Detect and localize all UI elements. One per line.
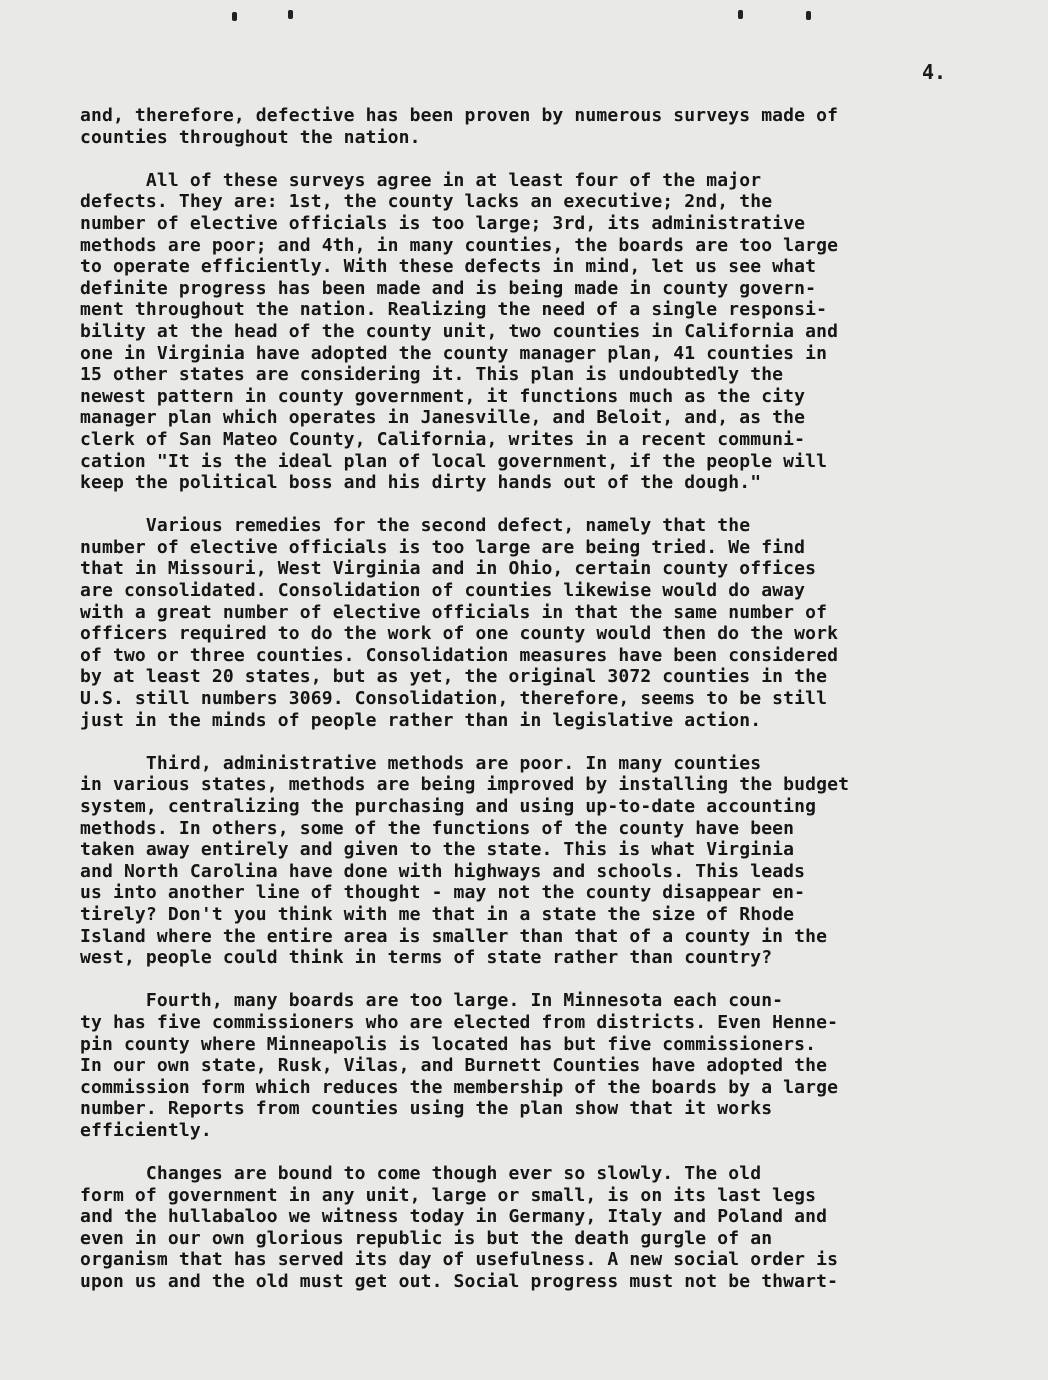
text-line: commission form which reduces the membership of the boards by a large	[80, 1076, 839, 1098]
text-line: ty has five commissioners who are elected from districts. Even Henne-	[80, 1011, 839, 1033]
body-text	[80, 105, 980, 1314]
text-line: even in our own glorious republic is but the death gurgle of an	[80, 1227, 773, 1249]
text-line: defects. They are: 1st, the county lacks an executive; 2nd, the	[80, 191, 773, 213]
text-line: one in Virginia have adopted the county manager plan, 41 counties in	[80, 342, 828, 364]
text-line: keep the political boss and his dirty hands out of the dough."	[80, 472, 762, 494]
text-line: Third, administrative methods are poor. In many counties	[80, 752, 762, 774]
text-line: cation "It is the ideal plan of local government, if the people will	[80, 450, 828, 472]
text-line: number. Reports from counties using the plan show that it works	[80, 1098, 773, 1120]
text-line: just in the minds of people rather than in legislative action.	[80, 709, 762, 731]
paragraph	[80, 105, 980, 148]
punch-mark	[806, 11, 811, 20]
paragraph	[80, 515, 980, 731]
paragraph	[80, 170, 980, 494]
text-line: Various remedies for the second defect, namely that the	[80, 515, 751, 537]
text-line: Fourth, many boards are too large. In Minnesota each coun-	[80, 990, 784, 1012]
text-line: All of these surveys agree in at least four of the major	[80, 169, 762, 191]
punch-marks	[0, 8, 1048, 28]
text-line: Changes are bound to come though ever so slowly. The old	[80, 1163, 762, 1185]
text-line: upon us and the old must get out. Social progress must not be thwart-	[80, 1271, 839, 1293]
text-line: definite progress has been made and is being made in county govern-	[80, 277, 817, 299]
text-line: pin county where Minneapolis is located has but five commissioners.	[80, 1033, 817, 1055]
text-line: with a great number of elective officials in that the same number of	[80, 601, 828, 623]
text-line: and North Carolina have done with highways and schools. This leads	[80, 860, 806, 882]
page-number: 4.	[922, 60, 947, 84]
text-line: 15 other states are considering it. This plan is undoubtedly the	[80, 364, 784, 386]
punch-mark	[232, 12, 237, 21]
punch-mark	[738, 10, 743, 19]
text-line: are consolidated. Consolidation of counties likewise would do away	[80, 580, 806, 602]
text-line: bility at the head of the county unit, two counties in California and	[80, 320, 839, 342]
text-line: west, people could think in terms of state rather than country?	[80, 947, 773, 969]
text-line: and, therefore, defective has been proven by numerous surveys made of	[80, 105, 839, 126]
text-line: In our own state, Rusk, Vilas, and Burnett Counties have adopted the	[80, 1055, 828, 1077]
text-line: taken away entirely and given to the state. This is what Virginia	[80, 839, 795, 861]
text-line: methods are poor; and 4th, in many counties, the boards are too large	[80, 234, 839, 256]
text-line: to operate efficiently. With these defects in mind, let us see what	[80, 256, 817, 278]
text-line: system, centralizing the purchasing and using up-to-date accounting	[80, 796, 817, 817]
text-line: U.S. still numbers 3069. Consolidation, therefore, seems to be still	[80, 688, 828, 710]
text-line: methods. In others, some of the functions of the county have been	[80, 817, 795, 839]
text-line: clerk of San Mateo County, California, writes in a recent communi-	[80, 428, 806, 450]
text-line: counties throughout the nation.	[80, 126, 421, 148]
text-line: number of elective officials is too large are being tried. We find	[80, 536, 806, 558]
text-line: manager plan which operates in Janesville, and Beloit, and, as the	[80, 407, 806, 429]
paragraph	[80, 753, 980, 969]
paragraph	[80, 990, 980, 1141]
text-line: efficiently.	[80, 1119, 212, 1141]
text-line: number of elective officials is too large; 3rd, its administrative	[80, 212, 806, 234]
text-line: Island where the entire area is smaller than that of a county in the	[80, 925, 828, 947]
text-line: organism that has served its day of usefulness. A new social order is	[80, 1249, 839, 1271]
text-line: and the hullabaloo we witness today in Germany, Italy and Poland and	[80, 1206, 828, 1228]
text-line: of two or three counties. Consolidation measures have been considered	[80, 644, 839, 666]
text-line: by at least 20 states, but as yet, the original 3072 counties in the	[80, 666, 828, 688]
text-line: that in Missouri, West Virginia and in Ohio, certain county offices	[80, 558, 817, 580]
text-line: officers required to do the work of one county would then do the work	[80, 623, 839, 645]
text-line: us into another line of thought - may not the county disappear en-	[80, 882, 806, 904]
text-line: in various states, methods are being improved by installing the budget	[80, 774, 850, 796]
text-line: newest pattern in county government, it functions much as the city	[80, 385, 806, 407]
text-line: ment throughout the nation. Realizing the need of a single responsi-	[80, 299, 828, 321]
paragraph	[80, 1163, 980, 1293]
text-line: form of government in any unit, large or small, is on its last legs	[80, 1184, 817, 1206]
punch-mark	[288, 10, 293, 19]
text-line: tirely? Don't you think with me that in a state the size of Rhode	[80, 903, 795, 925]
